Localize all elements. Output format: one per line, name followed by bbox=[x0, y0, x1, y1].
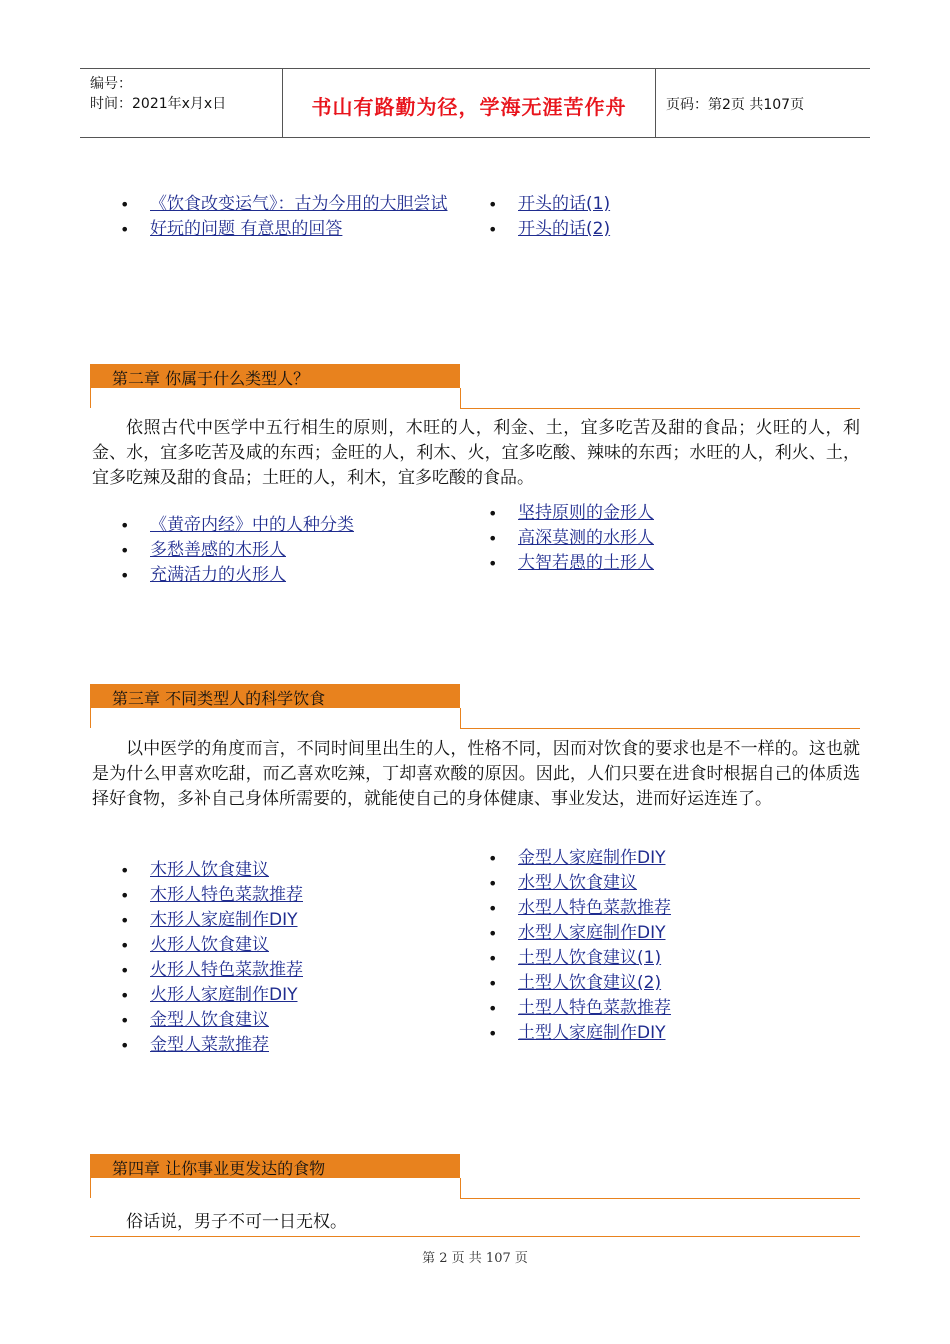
footer-divider bbox=[90, 1236, 860, 1237]
intro-links-right bbox=[488, 192, 818, 242]
bullet-icon: • bbox=[488, 554, 498, 573]
code-label: 编号： bbox=[90, 76, 132, 92]
header-page-cell bbox=[656, 69, 870, 137]
list-item bbox=[488, 846, 818, 871]
list-item bbox=[120, 933, 460, 958]
bullet-icon: • bbox=[120, 861, 130, 880]
list-item bbox=[488, 217, 818, 242]
list-item bbox=[488, 946, 818, 971]
link[interactable]: 火形人特色菜款推荐 bbox=[150, 960, 303, 980]
list-item bbox=[488, 896, 818, 921]
intro-links-left bbox=[120, 192, 460, 242]
page-number-label: 页码：第2页 共107页 bbox=[666, 97, 805, 113]
link[interactable]: 充满活力的火形人 bbox=[150, 565, 286, 585]
list-item bbox=[488, 192, 818, 217]
list-item bbox=[120, 983, 460, 1008]
list-item bbox=[120, 883, 460, 908]
list-item bbox=[488, 921, 818, 946]
chapter-title: 第三章 不同类型人的科学饮食 bbox=[112, 689, 326, 708]
bullet-icon: • bbox=[120, 886, 130, 905]
bullet-icon: • bbox=[120, 1036, 130, 1055]
chapter-3-heading bbox=[90, 684, 860, 736]
bullet-icon: • bbox=[120, 220, 130, 239]
list-item bbox=[120, 563, 460, 588]
bullet-icon: • bbox=[488, 195, 498, 214]
list-item bbox=[488, 1021, 818, 1046]
chapter-3-links-right bbox=[488, 846, 818, 1046]
bullet-icon: • bbox=[120, 566, 130, 585]
list-item bbox=[488, 871, 818, 896]
link[interactable]: 水型人特色菜款推荐 bbox=[518, 898, 671, 918]
link[interactable]: 多愁善感的木形人 bbox=[150, 540, 286, 560]
bullet-icon: • bbox=[120, 541, 130, 560]
list-item bbox=[120, 858, 460, 883]
chapter-title: 第四章 让你事业更发达的食物 bbox=[112, 1159, 326, 1178]
link[interactable]: 土型人饮食建议(2) bbox=[518, 973, 662, 993]
link[interactable]: 木形人特色菜款推荐 bbox=[150, 885, 303, 905]
bullet-icon: • bbox=[120, 936, 130, 955]
bullet-icon: • bbox=[488, 874, 498, 893]
link[interactable]: 高深莫测的水形人 bbox=[518, 528, 654, 548]
date-label: 时间：2021年x月x日 bbox=[90, 96, 227, 112]
link[interactable]: 土型人家庭制作DIY bbox=[518, 1023, 666, 1043]
list-item bbox=[120, 1008, 460, 1033]
link[interactable]: 大智若愚的土形人 bbox=[518, 553, 654, 573]
list-item bbox=[488, 526, 818, 551]
list-item bbox=[488, 551, 818, 576]
bullet-icon: • bbox=[488, 924, 498, 943]
motto: 书山有路勤为径，学海无涯苦作舟 bbox=[311, 95, 627, 119]
bullet-icon: • bbox=[120, 911, 130, 930]
link[interactable]: 《饮食改变运气》：古为今用的大胆尝试 bbox=[150, 194, 448, 214]
bullet-icon: • bbox=[488, 999, 498, 1018]
chapter-2-heading bbox=[90, 364, 860, 416]
link[interactable]: 《黄帝内经》中的人种分类 bbox=[150, 515, 354, 535]
bullet-icon: • bbox=[488, 529, 498, 548]
list-item bbox=[120, 958, 460, 983]
link[interactable]: 土型人特色菜款推荐 bbox=[518, 998, 671, 1018]
list-item bbox=[120, 513, 460, 538]
link[interactable]: 木形人家庭制作DIY bbox=[150, 910, 298, 930]
bullet-icon: • bbox=[488, 849, 498, 868]
link[interactable]: 木形人饮食建议 bbox=[150, 860, 269, 880]
bullet-icon: • bbox=[120, 195, 130, 214]
bullet-icon: • bbox=[488, 949, 498, 968]
bullet-icon: • bbox=[120, 961, 130, 980]
list-item bbox=[488, 501, 818, 526]
link[interactable]: 开头的话(2) bbox=[518, 219, 611, 239]
link[interactable]: 金型人饮食建议 bbox=[150, 1010, 269, 1030]
bullet-icon: • bbox=[120, 1011, 130, 1030]
list-item bbox=[120, 1033, 460, 1058]
header-info-cell bbox=[80, 69, 283, 137]
bullet-icon: • bbox=[488, 220, 498, 239]
link[interactable]: 土型人饮食建议(1) bbox=[518, 948, 662, 968]
bullet-icon: • bbox=[488, 504, 498, 523]
bullet-icon: • bbox=[488, 1024, 498, 1043]
list-item bbox=[120, 908, 460, 933]
bullet-icon: • bbox=[488, 974, 498, 993]
link[interactable]: 火形人饮食建议 bbox=[150, 935, 269, 955]
bullet-icon: • bbox=[120, 516, 130, 535]
chapter-2-links-left bbox=[120, 513, 460, 588]
link[interactable]: 水型人饮食建议 bbox=[518, 873, 637, 893]
link[interactable]: 好玩的问题 有意思的回答 bbox=[150, 219, 343, 239]
chapter-title: 第二章 你属于什么类型人？ bbox=[112, 369, 310, 388]
link[interactable]: 金型人菜款推荐 bbox=[150, 1035, 269, 1055]
chapter-2-links-right bbox=[488, 501, 818, 576]
bullet-icon: • bbox=[120, 986, 130, 1005]
page-header bbox=[80, 68, 870, 138]
chapter-3-links-left bbox=[120, 858, 460, 1058]
link[interactable]: 火形人家庭制作DIY bbox=[150, 985, 298, 1005]
link[interactable]: 金型人家庭制作DIY bbox=[518, 848, 666, 868]
list-item bbox=[120, 217, 460, 242]
chapter-3-paragraph: 以中医学的角度而言，不同时间里出生的人，性格不同，因而对饮食的要求也是不一样的。这也就是为什么甲喜欢吃甜，而乙喜欢吃辣，丁却喜欢酸的原因。因此，人们只要在进食时根据自己的体质选择好食物，多补自己身体所需要的，就能使自己的身体健康、事业发达，进而好运连连了。 bbox=[92, 739, 860, 809]
link[interactable]: 水型人家庭制作DIY bbox=[518, 923, 666, 943]
list-item bbox=[488, 996, 818, 1021]
bullet-icon: • bbox=[488, 899, 498, 918]
link[interactable]: 坚持原则的金形人 bbox=[518, 503, 654, 523]
page-footer: 第 2 页 共 107 页 bbox=[422, 1251, 528, 1266]
chapter-4-paragraph: 俗话说，男子不可一日无权。 bbox=[126, 1212, 347, 1232]
chapter-4-heading bbox=[90, 1154, 860, 1206]
list-item bbox=[120, 538, 460, 563]
chapter-2-paragraph: 依照古代中医学中五行相生的原则，木旺的人，利金、土，宜多吃苦及甜的食品；火旺的人，利金、水，宜多吃苦及咸的东西；金旺的人，利木、火，宜多吃酸、辣味的东西；水旺的人，利火、土，宜多吃辣及甜的食品；土旺的人，利木，宜多吃酸的食品。 bbox=[92, 418, 860, 488]
list-item bbox=[488, 971, 818, 996]
list-item bbox=[120, 192, 460, 217]
header-motto-cell bbox=[283, 69, 656, 137]
link[interactable]: 开头的话(1) bbox=[518, 194, 611, 214]
